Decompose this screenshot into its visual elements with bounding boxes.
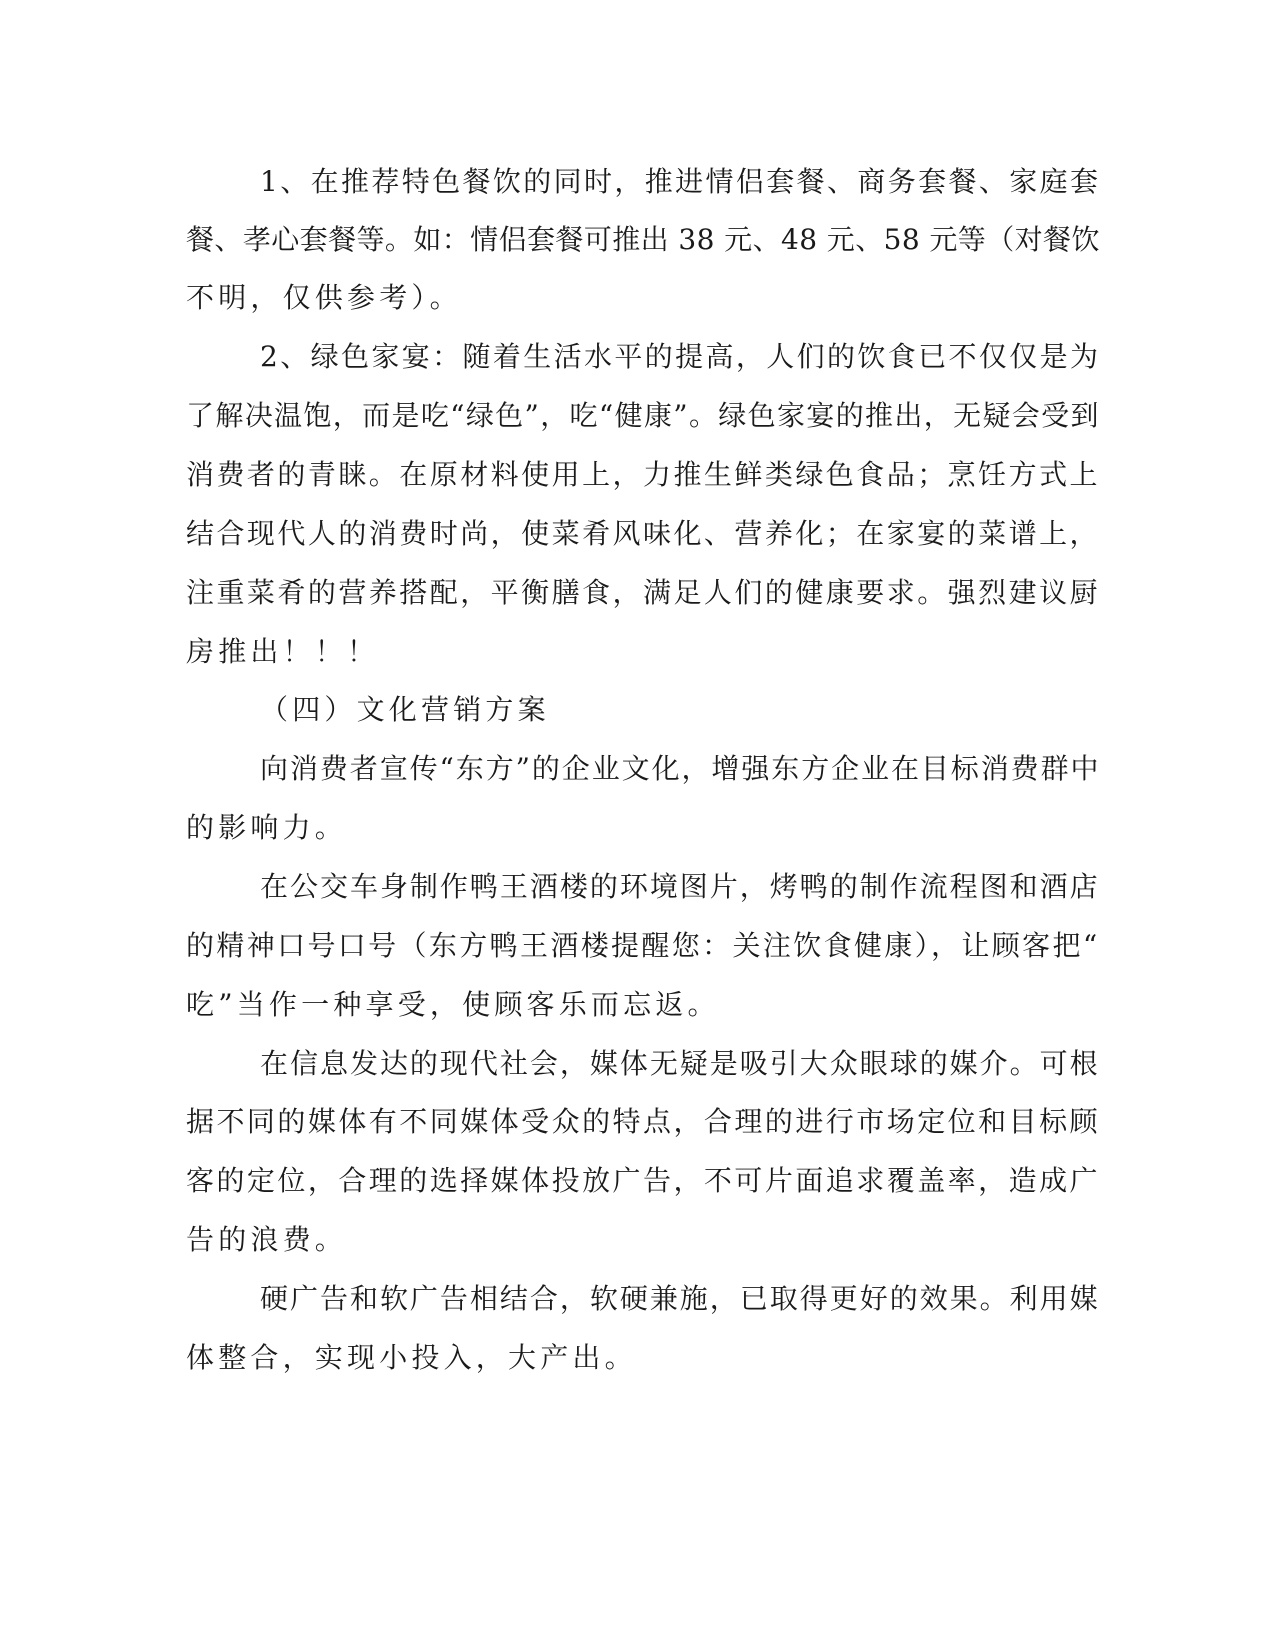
paragraph-line: 结合现代人的消费时尚，使菜肴风味化、营养化；在家宴的菜谱上，	[186, 517, 1101, 550]
paragraph-line: 告的浪费。	[186, 1223, 348, 1256]
paragraph-line: 吃”当作一种享受，使顾客乐而忘返。	[186, 988, 720, 1021]
paragraph-line: 的影响力。	[186, 811, 348, 844]
paragraph-line: 硬广告和软广告相结合，软硬兼施，已取得更好的效果。利用媒	[260, 1282, 1100, 1315]
paragraph-line: 据不同的媒体有不同媒体受众的特点，合理的进行市场定位和目标顾	[186, 1105, 1101, 1138]
paragraph-line: 体整合，实现小投入，大产出。	[186, 1341, 637, 1374]
paragraph-line: 在信息发达的现代社会，媒体无疑是吸引大众眼球的媒介。可根	[260, 1047, 1100, 1080]
paragraph-line: 注重菜肴的营养搭配，平衡膳食，满足人们的健康要求。强烈建议厨	[186, 576, 1101, 609]
paragraph-line: 1、在推荐特色餐饮的同时，推进情侣套餐、商务套餐、家庭套	[260, 165, 1101, 198]
paragraph-line: 向消费者宣传“东方”的企业文化，增强东方企业在目标消费群中	[260, 752, 1101, 785]
paragraph-line: 客的定位，合理的选择媒体投放广告，不可片面追求覆盖率，造成广	[186, 1164, 1101, 1197]
paragraph-line: 房推出！！！	[186, 635, 380, 668]
paragraph-line: 2、绿色家宴：随着生活水平的提高，人们的饮食已不仅仅是为	[260, 340, 1101, 373]
section-heading: （四）文化营销方案	[260, 693, 550, 726]
paragraph-line: 消费者的青睐。在原材料使用上，力推生鲜类绿色食品；烹饪方式上	[186, 458, 1101, 491]
paragraph-line: 餐、孝心套餐等。如：情侣套餐可推出 38 元、48 元、58 元等（对餐饮	[186, 223, 1100, 256]
paragraph-line: 在公交车身制作鸭王酒楼的环境图片，烤鸭的制作流程图和酒店	[260, 870, 1100, 903]
paragraph-line: 了解决温饱，而是吃“绿色”，吃“健康”。绿色家宴的推出，无疑会受到	[186, 399, 1100, 432]
paragraph-line: 不明，仅供参考）。	[186, 281, 462, 314]
paragraph-line: 的精神口号口号（东方鸭王酒楼提醒您：关注饮食健康），让顾客把“	[186, 929, 1100, 962]
